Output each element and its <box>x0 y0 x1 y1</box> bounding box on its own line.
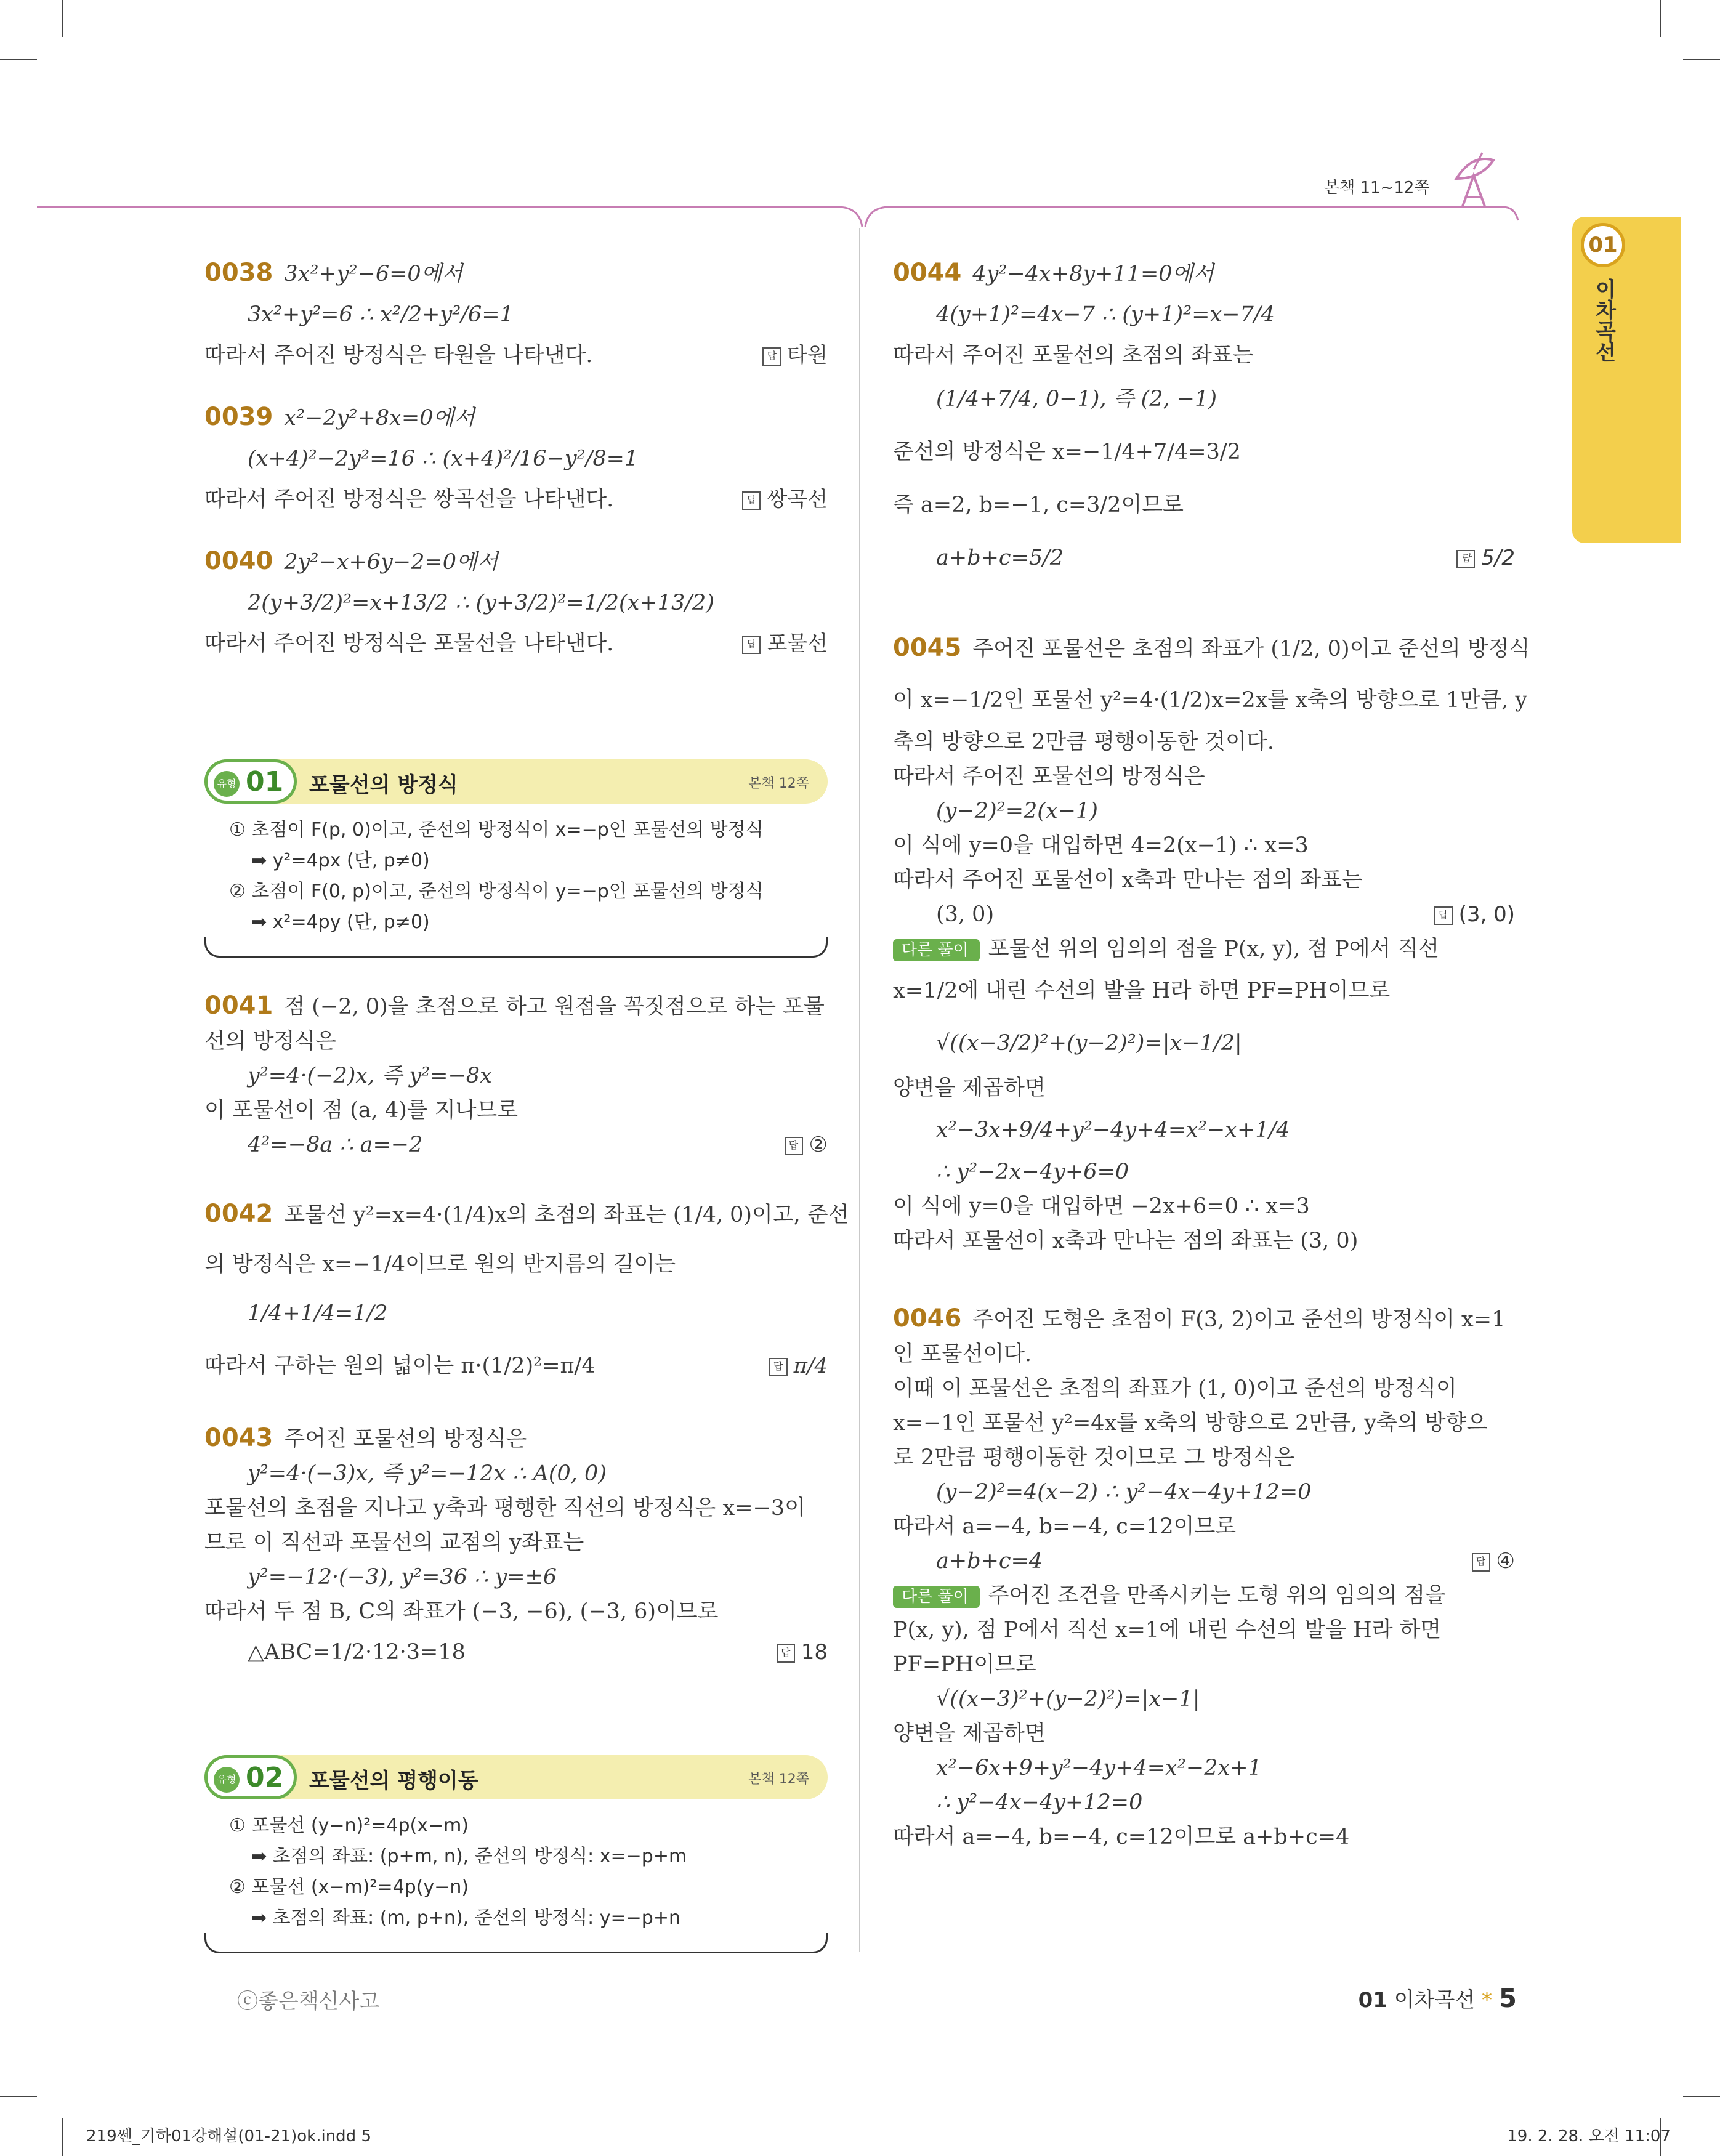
type-items: ① 포물선 (y−n)²=4p(x−m) ➡ 초점의 좌표: (p+m, n), 준선의 방정식: x=−p+m ② 포물선 (x−m)²=4p(y−n) ➡ 초점의 좌표: (m, p+n), 준선의 방정식: y=−p+n <box>229 1815 687 1929</box>
type-reference: 본책 12쪽 <box>748 776 809 791</box>
type-band <box>204 759 828 804</box>
answer-icon: 답 <box>1456 550 1475 568</box>
crop-mark <box>0 59 37 60</box>
chapter-tab <box>1572 217 1681 543</box>
problem-number: 0044 <box>893 259 962 287</box>
answer-icon: 답 <box>1434 906 1453 925</box>
crop-mark <box>1683 59 1720 60</box>
problem-number: 0040 <box>204 547 273 575</box>
answer: 답 타원 <box>762 338 828 373</box>
type-title: 포물선의 평행이동 <box>309 1769 478 1793</box>
answer: 답 ④ <box>1472 1544 1515 1578</box>
crop-mark <box>1683 2096 1720 2097</box>
crop-mark <box>62 0 63 37</box>
answer-icon: 답 <box>742 636 761 654</box>
header-rule <box>37 196 1527 233</box>
answer: 답 18 <box>777 1629 828 1676</box>
answer-icon: 답 <box>1472 1553 1490 1572</box>
answer: 답 쌍곡선 <box>742 482 828 517</box>
type-reference: 본책 12쪽 <box>748 1772 809 1787</box>
page-reference: 본책 11~12쪽 <box>1324 179 1430 197</box>
type-box-01 <box>204 759 828 958</box>
problem-number: 0039 <box>204 403 273 431</box>
crop-mark <box>1660 0 1661 37</box>
footer-chapter-number: 01 <box>1358 1988 1387 2013</box>
answer: 답 (3, 0) <box>1434 897 1515 932</box>
answer-icon: 답 <box>769 1358 788 1376</box>
answer-icon: 답 <box>762 347 781 366</box>
answer-icon: 답 <box>742 491 761 510</box>
problem-0045: 0045 주어진 포물선은 초점의 좌표가 (1/2, 0)이고 준선의 방정식 이 x=−1/2인 포물선 y²=4·(1/2)x=2x를 x축의 방향으로 1만큼, y 축의 방향으로 2만큼 평행이동한 것이다. 따라서 주어진 포물선의 방정식은 (y−2)²=2(x−1) 이 식에 y=0을 대입하면 4=2(x−1) ∴ x=3 따라서 주어진 포물선이 x축과 만나는 점의 좌표는 (3, 0) 답 (3, 0) 다른 풀이 포물선 위의 임의의 점을 P(x, y), 점 P에서 직선 x=1/2에 내린 수선의 발을 H라 하면 PF=PH이므로 √((x−3/2)²+(y−2)²)=|x−1/2| 양변을 제곱하면 x²−3x+9/4+y²−4y+4=x²−x+1/4 ∴ y²−2x−4y+6=0 이 식에 y=0을 대입하면 −2x+6=0 ∴ x=3 따라서 포물선이 x축과 만나는 점의 좌표는 (3, 0) <box>893 634 1530 1253</box>
problem-0046: 0046 주어진 도형은 초점이 F(3, 2)이고 준선의 방정식이 x=1 인 포물선이다. 이때 이 포물선은 초점의 좌표가 (1, 0)이고 준선의 방정식이 x=−1인 포물선 y²=4x를 x축의 방향으로 2만큼, y축의 방향으 로 2만큼 평행이동한 것이므로 그 방정식은 (y−2)²=4(x−2) ∴ y²−4x−4y+12=0 따라서 a=−4, b=−4, c=12이므로 a+b+c=4 답 ④ 다른 풀이 주어진 조건을 만족시키는 도형 위의 임의의 점을 P(x, y), 점 P에서 직선 x=1에 내린 수선의 발을 H라 하면 PF=PH이므로 √((x−3)²+(y−2)²)=|x−1| 양변을 제곱하면 x²−6x+9+y²−4y+4=x²−2x+1 ∴ y²−4x−4y+12=0 따라서 a=−4, b=−4, c=12이므로 a+b+c=4 <box>893 1304 1515 1849</box>
chapter-tab-label: 이차곡선 <box>1591 278 1616 362</box>
problem-0040: 0040 2y²−x+6y−2=0에서 2(y+3/2)²=x+13/2 ∴ (y+3/2)²=1/2(x+13/2) 따라서 주어진 방정식은 포물선을 나타낸다. 답 포물선 <box>204 544 828 661</box>
type-box-02 <box>204 1755 828 1953</box>
problem-number: 0038 <box>204 259 273 287</box>
problem-number: 0041 <box>204 991 273 1020</box>
footer-star-icon: * <box>1481 1988 1492 2013</box>
type-badge: 유형 01 <box>204 759 297 804</box>
copyright: ⓒ좋은책신사고 <box>237 1989 380 2014</box>
problem-0042: 0042 포물선 y²=x=4·(1/4)x의 초점의 좌표는 (1/4, 0)이고, 준선 의 방정식은 x=−1/4이므로 원의 반지름의 길이는 1/4+1/4=1/2 따라서 구하는 원의 넓이는 π·(1/2)²=π/4 답 π/4 <box>204 1189 828 1394</box>
answer-icon: 답 <box>777 1644 795 1663</box>
column-divider <box>859 228 860 1952</box>
problem-0038: 0038 3x²+y²−6=0에서 3x²+y²=6 ∴ x²/2+y²/6=1 따라서 주어진 방정식은 타원을 나타낸다. 답 타원 <box>204 256 828 373</box>
type-badge: 유형 02 <box>204 1755 297 1799</box>
type-items: ① 초점이 F(p, 0)이고, 준선의 방정식이 x=−p인 포물선의 방정식 ➡ y²=4px (단, p≠0) ② 초점이 F(0, p)이고, 준선의 방정식이 y=−p인 포물선의 방정식 ➡ x²=4py (단, p≠0) <box>229 819 764 933</box>
page-number: 5 <box>1498 1983 1517 2013</box>
problem-number: 0046 <box>893 1304 962 1333</box>
type-box-bottom <box>204 937 828 958</box>
page-footer <box>1359 1983 1517 2013</box>
problem-number: 0042 <box>204 1200 273 1228</box>
left-column-lower <box>204 988 849 1676</box>
alt-solution-badge: 다른 풀이 <box>893 1586 980 1608</box>
print-slug-date: 19. 2. 28. 오전 11:07 <box>1507 2127 1671 2146</box>
print-slug-file: 219쎈_기하01강해설(01-21)ok.indd 5 <box>86 2127 371 2146</box>
problem-number: 0045 <box>893 634 962 662</box>
type-band <box>204 1755 828 1799</box>
alt-solution-badge: 다른 풀이 <box>893 939 980 961</box>
crop-mark <box>62 2118 63 2156</box>
answer: 답 π/4 <box>769 1338 828 1394</box>
answer: 답 5/2 <box>1456 531 1515 584</box>
left-column <box>204 256 828 661</box>
right-column <box>893 256 1530 1854</box>
crop-mark <box>0 2096 37 2097</box>
footer-chapter-title: 이차곡선 <box>1394 1988 1476 2013</box>
problem-number: 0043 <box>204 1424 273 1452</box>
problem-0044: 0044 4y²−4x+8y+11=0에서 4(y+1)²=4x−7 ∴ (y+1)²=x−7/4 따라서 주어진 포물선의 초점의 좌표는 (1/4+7/4, 0−1), 즉 (2, −1) 준선의 방정식은 x=−1/4+7/4=3/2 즉 a=2, b=−1, c=3/2이므로 a+b+c=5/2 답 5/2 <box>893 256 1515 584</box>
type-box-bottom <box>204 1933 828 1953</box>
answer: 답 ② <box>785 1128 828 1162</box>
answer: 답 포물선 <box>742 626 828 661</box>
chapter-tab-number: 01 <box>1581 223 1625 267</box>
problem-0043: 0043 주어진 포물선의 방정식은 y²=4·(−3)x, 즉 y²=−12x ∴ A(0, 0) 포물선의 초점을 지나고 y축과 평행한 직선의 방정식은 x=−3이 므로 이 직선과 포물선의 교점의 y좌표는 y²=−12·(−3), y²=36 ∴ y=±6 따라서 두 점 B, C의 좌표가 (−3, −6), (−3, 6)이므로 △ABC=1/2·12·3=18 답 18 <box>204 1421 828 1676</box>
type-title: 포물선의 방정식 <box>309 773 458 797</box>
problem-0039: 0039 x²−2y²+8x=0에서 (x+4)²−2y²=16 ∴ (x+4)²/16−y²/8=1 따라서 주어진 방정식은 쌍곡선을 나타낸다. 답 쌍곡선 <box>204 400 828 517</box>
answer-icon: 답 <box>785 1137 803 1155</box>
problem-0041: 0041 점 (−2, 0)을 초점으로 하고 원점을 꼭짓점으로 하는 포물 선의 방정식은 y²=4·(−2)x, 즉 y²=−8x 이 포물선이 점 (a, 4)를 지나므로 4²=−8a ∴ a=−2 답 ② <box>204 988 828 1162</box>
